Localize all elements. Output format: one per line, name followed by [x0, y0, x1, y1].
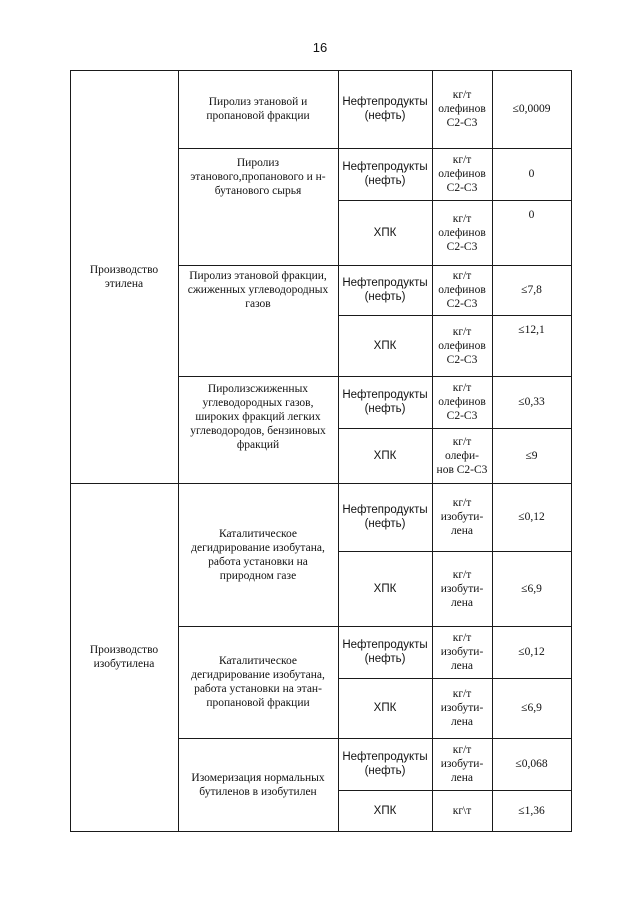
pollutant-cell: ХПК — [373, 582, 397, 595]
unit-cell: кг/т олефинов С2-С3 — [438, 382, 486, 422]
pollutant-cell: ХПК — [373, 226, 397, 239]
value-cell: ≤0,0009 — [512, 103, 551, 115]
unit-cell: кг/т изобути- лена — [440, 497, 484, 537]
pollutant-cell: ХПК — [373, 449, 397, 462]
unit-cell: кг/т изобути- лена — [440, 744, 484, 784]
pollutant-cell: ХПК — [373, 702, 397, 714]
section-name: Производство изобутилена — [89, 644, 159, 670]
process-name: Изомеризация нормальных бутиленов в изобутилен — [191, 771, 325, 798]
value-cell: ≤0,33 — [518, 396, 545, 408]
value-cell: ≤12,1 — [518, 324, 545, 336]
process-name: Каталитическое дегидрирование изобутана, работа установки на этан- пропановой фракции — [191, 655, 325, 709]
unit-cell: кг/т олефинов С2-С3 — [438, 154, 486, 194]
unit-cell: кг\т — [452, 804, 472, 817]
value-cell: 0 — [528, 209, 535, 221]
unit-cell: кг/т изобути- лена — [440, 568, 484, 609]
pollutant-cell: Нефтепродукты (нефть) — [342, 751, 428, 777]
value-cell: ≤0,12 — [518, 511, 545, 523]
value-cell: ≤0,068 — [515, 758, 548, 770]
pollutant-cell: Нефтепродукты (нефть) — [342, 96, 428, 122]
value-cell: ≤9 — [525, 449, 538, 462]
unit-cell: кг/т олефинов С2-С3 — [438, 89, 486, 129]
process-name: Пиролиз этановой и пропановой фракции — [206, 96, 310, 122]
value-cell: ≤1,36 — [518, 804, 545, 817]
pollutant-cell: Нефтепродукты (нефть) — [342, 161, 428, 187]
value-cell: ≤0,12 — [518, 646, 545, 658]
value-cell: ≤7,8 — [521, 284, 542, 296]
value-cell: ≤6,9 — [521, 702, 542, 714]
unit-cell: кг/т олефи- нов С2-С3 — [436, 435, 488, 476]
table-bottom-border — [70, 831, 572, 832]
column-line-5 — [571, 70, 572, 832]
pollutant-cell: Нефтепродукты (нефть) — [342, 277, 428, 303]
unit-cell: кг/т изобути- лена — [440, 688, 484, 728]
value-cell: ≤6,9 — [521, 582, 542, 595]
pollutant-cell: Нефтепродукты (нефть) — [342, 639, 428, 665]
pollutant-cell: ХПК — [373, 339, 397, 352]
unit-cell: кг/т олефинов С2-С3 — [438, 212, 486, 253]
process-name: Пиролизсжиженных углеводородных газов, широкиx фракций легких углеводородов, бензиновых фракций — [190, 383, 326, 451]
value-cell: 0 — [528, 168, 535, 180]
page-number: 16 — [312, 40, 328, 55]
process-name: Каталитическое дегидрирование изобутана, работа установки на природном газе — [191, 527, 325, 582]
process-name: Пиролиз этанового,пропанового и н- бутанового сырья — [190, 157, 326, 197]
unit-cell: кг/т изобути- лена — [440, 632, 484, 672]
process-name: Пиролиз этановой фракции, сжиженных углеводородных газов — [187, 270, 329, 310]
unit-cell: кг/т олефинов С2-С3 — [438, 270, 486, 310]
section-name: Производство этилена — [89, 263, 159, 290]
pollutant-cell: ХПК — [373, 804, 397, 817]
unit-cell: кг/т олефинов С2-С3 — [438, 325, 486, 366]
pollutant-cell: Нефтепродукты (нефть) — [342, 504, 428, 530]
pollutant-cell: Нефтепродукты (нефть) — [342, 389, 428, 415]
